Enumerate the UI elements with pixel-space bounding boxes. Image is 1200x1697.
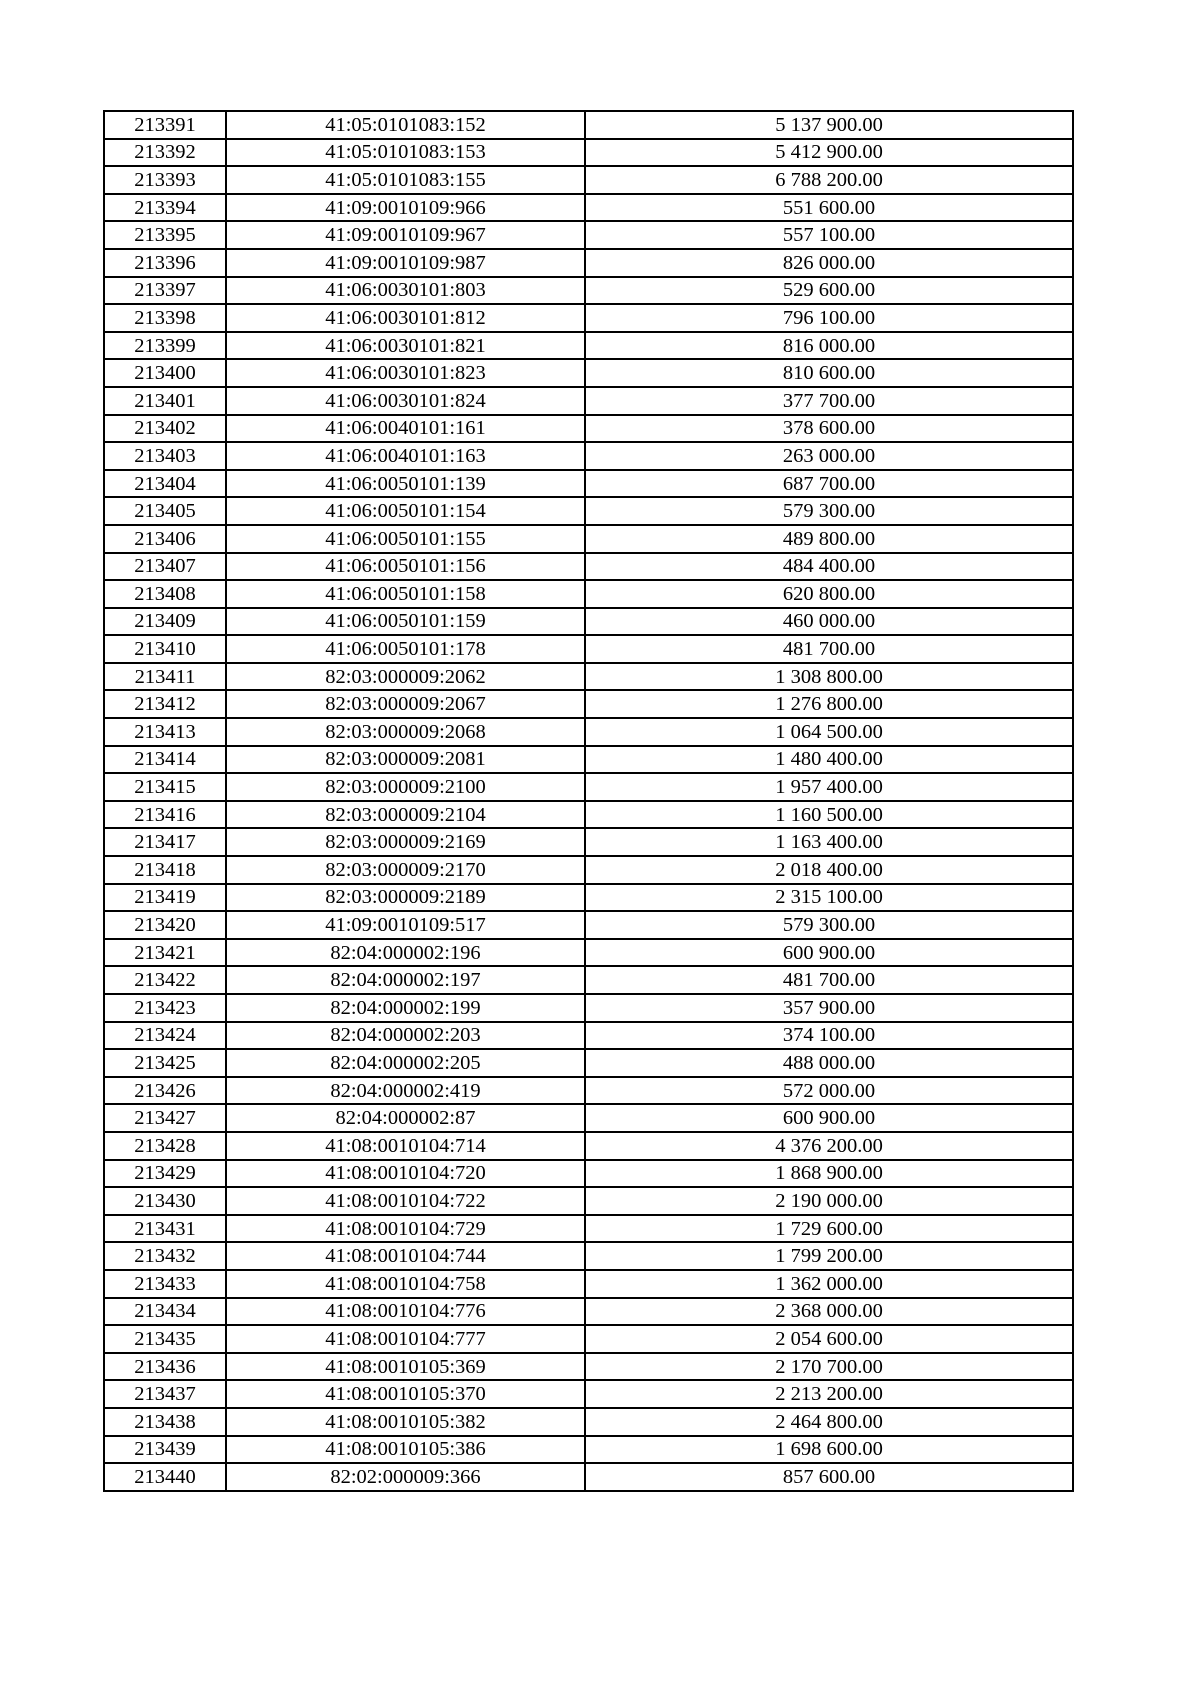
table-row <box>104 1077 1073 1105</box>
row-id-cell: 213407 <box>104 553 226 581</box>
value-cell: 484 400.00 <box>585 553 1073 581</box>
cadastral-number-cell: 41:09:0010109:966 <box>226 194 585 222</box>
row-id-cell: 213397 <box>104 277 226 305</box>
cadastral-number-cell: 82:04:000002:196 <box>226 939 585 967</box>
row-id-cell: 213439 <box>104 1436 226 1464</box>
table-row <box>104 139 1073 167</box>
value-cell: 357 900.00 <box>585 994 1073 1022</box>
row-id-cell: 213411 <box>104 663 226 691</box>
value-cell: 4 376 200.00 <box>585 1132 1073 1160</box>
table-row <box>104 415 1073 443</box>
row-id-cell: 213438 <box>104 1408 226 1436</box>
table-row <box>104 773 1073 801</box>
table-row <box>104 249 1073 277</box>
cadastral-number-cell: 82:03:000009:2189 <box>226 884 585 912</box>
cadastral-number-cell: 41:06:0030101:823 <box>226 359 585 387</box>
cadastral-number-cell: 82:03:000009:2100 <box>226 773 585 801</box>
row-id-cell: 213440 <box>104 1463 226 1491</box>
cadastral-number-cell: 82:03:000009:2068 <box>226 718 585 746</box>
table-row <box>104 553 1073 581</box>
value-cell: 1 799 200.00 <box>585 1242 1073 1270</box>
row-id-cell: 213434 <box>104 1298 226 1326</box>
table-row <box>104 1325 1073 1353</box>
cadastral-number-cell: 41:06:0030101:824 <box>226 387 585 415</box>
cadastral-number-cell: 41:08:0010104:758 <box>226 1270 585 1298</box>
value-cell: 489 800.00 <box>585 525 1073 553</box>
row-id-cell: 213426 <box>104 1077 226 1105</box>
value-cell: 374 100.00 <box>585 1022 1073 1050</box>
row-id-cell: 213419 <box>104 884 226 912</box>
table-row <box>104 1132 1073 1160</box>
table-row <box>104 1436 1073 1464</box>
row-id-cell: 213412 <box>104 690 226 718</box>
cadastral-number-cell: 41:06:0030101:812 <box>226 304 585 332</box>
value-cell: 2 018 400.00 <box>585 856 1073 884</box>
cadastral-number-cell: 82:03:000009:2169 <box>226 828 585 856</box>
row-id-cell: 213406 <box>104 525 226 553</box>
row-id-cell: 213399 <box>104 332 226 360</box>
row-id-cell: 213417 <box>104 828 226 856</box>
row-id-cell: 213422 <box>104 966 226 994</box>
table-row <box>104 1160 1073 1188</box>
table-body <box>104 111 1073 1491</box>
cadastral-number-cell: 41:06:0050101:159 <box>226 608 585 636</box>
value-cell: 2 213 200.00 <box>585 1380 1073 1408</box>
row-id-cell: 213409 <box>104 608 226 636</box>
cadastral-number-cell: 41:08:0010105:369 <box>226 1353 585 1381</box>
table-row <box>104 387 1073 415</box>
value-cell: 2 368 000.00 <box>585 1298 1073 1326</box>
table-row <box>104 359 1073 387</box>
value-cell: 1 868 900.00 <box>585 1160 1073 1188</box>
cadastral-number-cell: 41:06:0050101:178 <box>226 635 585 663</box>
table-row <box>104 1215 1073 1243</box>
row-id-cell: 213408 <box>104 580 226 608</box>
value-cell: 2 170 700.00 <box>585 1353 1073 1381</box>
row-id-cell: 213402 <box>104 415 226 443</box>
table-row <box>104 635 1073 663</box>
row-id-cell: 213427 <box>104 1104 226 1132</box>
table-row <box>104 194 1073 222</box>
value-cell: 481 700.00 <box>585 635 1073 663</box>
cadastral-number-cell: 82:03:000009:2062 <box>226 663 585 691</box>
value-cell: 600 900.00 <box>585 939 1073 967</box>
data-table <box>103 110 1074 1492</box>
table-row <box>104 221 1073 249</box>
value-cell: 687 700.00 <box>585 470 1073 498</box>
value-cell: 2 054 600.00 <box>585 1325 1073 1353</box>
table-row <box>104 1022 1073 1050</box>
value-cell: 1 362 000.00 <box>585 1270 1073 1298</box>
value-cell: 263 000.00 <box>585 442 1073 470</box>
cadastral-number-cell: 41:08:0010104:776 <box>226 1298 585 1326</box>
value-cell: 481 700.00 <box>585 966 1073 994</box>
cadastral-number-cell: 41:09:0010109:987 <box>226 249 585 277</box>
value-cell: 816 000.00 <box>585 332 1073 360</box>
cadastral-number-cell: 41:09:0010109:967 <box>226 221 585 249</box>
value-cell: 460 000.00 <box>585 608 1073 636</box>
row-id-cell: 213413 <box>104 718 226 746</box>
row-id-cell: 213401 <box>104 387 226 415</box>
cadastral-number-cell: 41:05:0101083:153 <box>226 139 585 167</box>
cadastral-number-cell: 82:03:000009:2067 <box>226 690 585 718</box>
value-cell: 620 800.00 <box>585 580 1073 608</box>
value-cell: 810 600.00 <box>585 359 1073 387</box>
table-row <box>104 884 1073 912</box>
table-row <box>104 966 1073 994</box>
cadastral-number-cell: 41:06:0050101:154 <box>226 497 585 525</box>
cadastral-number-cell: 82:04:000002:205 <box>226 1049 585 1077</box>
row-id-cell: 213433 <box>104 1270 226 1298</box>
value-cell: 1 957 400.00 <box>585 773 1073 801</box>
row-id-cell: 213436 <box>104 1353 226 1381</box>
cadastral-number-cell: 41:06:0040101:163 <box>226 442 585 470</box>
table-row <box>104 1463 1073 1491</box>
table-row <box>104 497 1073 525</box>
table-row <box>104 304 1073 332</box>
row-id-cell: 213403 <box>104 442 226 470</box>
table-row <box>104 166 1073 194</box>
cadastral-number-cell: 41:05:0101083:152 <box>226 111 585 139</box>
table-row <box>104 746 1073 774</box>
table-row <box>104 1049 1073 1077</box>
cadastral-number-cell: 82:04:000002:203 <box>226 1022 585 1050</box>
table-row <box>104 277 1073 305</box>
cadastral-number-cell: 41:06:0050101:156 <box>226 553 585 581</box>
row-id-cell: 213428 <box>104 1132 226 1160</box>
value-cell: 1 276 800.00 <box>585 690 1073 718</box>
row-id-cell: 213415 <box>104 773 226 801</box>
value-cell: 1 729 600.00 <box>585 1215 1073 1243</box>
table-row <box>104 1353 1073 1381</box>
value-cell: 2 315 100.00 <box>585 884 1073 912</box>
row-id-cell: 213435 <box>104 1325 226 1353</box>
table-row <box>104 1104 1073 1132</box>
value-cell: 5 412 900.00 <box>585 139 1073 167</box>
row-id-cell: 213405 <box>104 497 226 525</box>
value-cell: 579 300.00 <box>585 911 1073 939</box>
row-id-cell: 213404 <box>104 470 226 498</box>
cadastral-number-cell: 41:08:0010104:777 <box>226 1325 585 1353</box>
row-id-cell: 213396 <box>104 249 226 277</box>
table-row <box>104 690 1073 718</box>
table-row <box>104 1242 1073 1270</box>
cadastral-number-cell: 41:08:0010104:720 <box>226 1160 585 1188</box>
row-id-cell: 213410 <box>104 635 226 663</box>
row-id-cell: 213416 <box>104 801 226 829</box>
value-cell: 557 100.00 <box>585 221 1073 249</box>
cadastral-number-cell: 41:06:0040101:161 <box>226 415 585 443</box>
cadastral-number-cell: 41:08:0010105:382 <box>226 1408 585 1436</box>
value-cell: 5 137 900.00 <box>585 111 1073 139</box>
row-id-cell: 213395 <box>104 221 226 249</box>
row-id-cell: 213420 <box>104 911 226 939</box>
row-id-cell: 213392 <box>104 139 226 167</box>
table-row <box>104 1298 1073 1326</box>
table-row <box>104 1187 1073 1215</box>
cadastral-number-cell: 41:05:0101083:155 <box>226 166 585 194</box>
value-cell: 488 000.00 <box>585 1049 1073 1077</box>
value-cell: 579 300.00 <box>585 497 1073 525</box>
table-row <box>104 939 1073 967</box>
row-id-cell: 213400 <box>104 359 226 387</box>
row-id-cell: 213391 <box>104 111 226 139</box>
value-cell: 551 600.00 <box>585 194 1073 222</box>
table-row <box>104 580 1073 608</box>
cadastral-number-cell: 82:04:000002:419 <box>226 1077 585 1105</box>
value-cell: 1 064 500.00 <box>585 718 1073 746</box>
value-cell: 1 163 400.00 <box>585 828 1073 856</box>
row-id-cell: 213429 <box>104 1160 226 1188</box>
table-row <box>104 1380 1073 1408</box>
value-cell: 2 190 000.00 <box>585 1187 1073 1215</box>
cadastral-number-cell: 82:04:000002:87 <box>226 1104 585 1132</box>
value-cell: 1 698 600.00 <box>585 1436 1073 1464</box>
cadastral-number-cell: 41:06:0050101:158 <box>226 580 585 608</box>
value-cell: 1 160 500.00 <box>585 801 1073 829</box>
row-id-cell: 213431 <box>104 1215 226 1243</box>
row-id-cell: 213393 <box>104 166 226 194</box>
cadastral-number-cell: 41:09:0010109:517 <box>226 911 585 939</box>
table-row <box>104 470 1073 498</box>
table-row <box>104 608 1073 636</box>
row-id-cell: 213432 <box>104 1242 226 1270</box>
table-row <box>104 828 1073 856</box>
cadastral-number-cell: 41:08:0010104:729 <box>226 1215 585 1243</box>
value-cell: 1 480 400.00 <box>585 746 1073 774</box>
row-id-cell: 213424 <box>104 1022 226 1050</box>
value-cell: 377 700.00 <box>585 387 1073 415</box>
cadastral-number-cell: 41:08:0010104:714 <box>226 1132 585 1160</box>
row-id-cell: 213423 <box>104 994 226 1022</box>
row-id-cell: 213414 <box>104 746 226 774</box>
table-row <box>104 1408 1073 1436</box>
cadastral-number-cell: 41:06:0050101:139 <box>226 470 585 498</box>
cadastral-number-cell: 82:03:000009:2081 <box>226 746 585 774</box>
cadastral-number-cell: 82:04:000002:197 <box>226 966 585 994</box>
row-id-cell: 213437 <box>104 1380 226 1408</box>
row-id-cell: 213418 <box>104 856 226 884</box>
value-cell: 1 308 800.00 <box>585 663 1073 691</box>
cadastral-number-cell: 41:08:0010105:370 <box>226 1380 585 1408</box>
table-row <box>104 911 1073 939</box>
value-cell: 2 464 800.00 <box>585 1408 1073 1436</box>
cadastral-number-cell: 82:03:000009:2104 <box>226 801 585 829</box>
cadastral-number-cell: 41:08:0010105:386 <box>226 1436 585 1464</box>
value-cell: 600 900.00 <box>585 1104 1073 1132</box>
table-row <box>104 1270 1073 1298</box>
value-cell: 572 000.00 <box>585 1077 1073 1105</box>
value-cell: 857 600.00 <box>585 1463 1073 1491</box>
table-row <box>104 663 1073 691</box>
row-id-cell: 213421 <box>104 939 226 967</box>
cadastral-number-cell: 41:08:0010104:722 <box>226 1187 585 1215</box>
table-row <box>104 442 1073 470</box>
cadastral-number-cell: 41:06:0030101:803 <box>226 277 585 305</box>
table-row <box>104 332 1073 360</box>
row-id-cell: 213394 <box>104 194 226 222</box>
cadastral-number-cell: 82:02:000009:366 <box>226 1463 585 1491</box>
value-cell: 796 100.00 <box>585 304 1073 332</box>
table-row <box>104 525 1073 553</box>
cadastral-number-cell: 82:04:000002:199 <box>226 994 585 1022</box>
row-id-cell: 213398 <box>104 304 226 332</box>
value-cell: 529 600.00 <box>585 277 1073 305</box>
cadastral-number-cell: 41:08:0010104:744 <box>226 1242 585 1270</box>
cadastral-number-cell: 41:06:0050101:155 <box>226 525 585 553</box>
value-cell: 826 000.00 <box>585 249 1073 277</box>
table-row <box>104 994 1073 1022</box>
table-row <box>104 111 1073 139</box>
table-row <box>104 856 1073 884</box>
row-id-cell: 213425 <box>104 1049 226 1077</box>
table-row <box>104 801 1073 829</box>
cadastral-number-cell: 41:06:0030101:821 <box>226 332 585 360</box>
value-cell: 378 600.00 <box>585 415 1073 443</box>
value-cell: 6 788 200.00 <box>585 166 1073 194</box>
row-id-cell: 213430 <box>104 1187 226 1215</box>
table-row <box>104 718 1073 746</box>
cadastral-number-cell: 82:03:000009:2170 <box>226 856 585 884</box>
